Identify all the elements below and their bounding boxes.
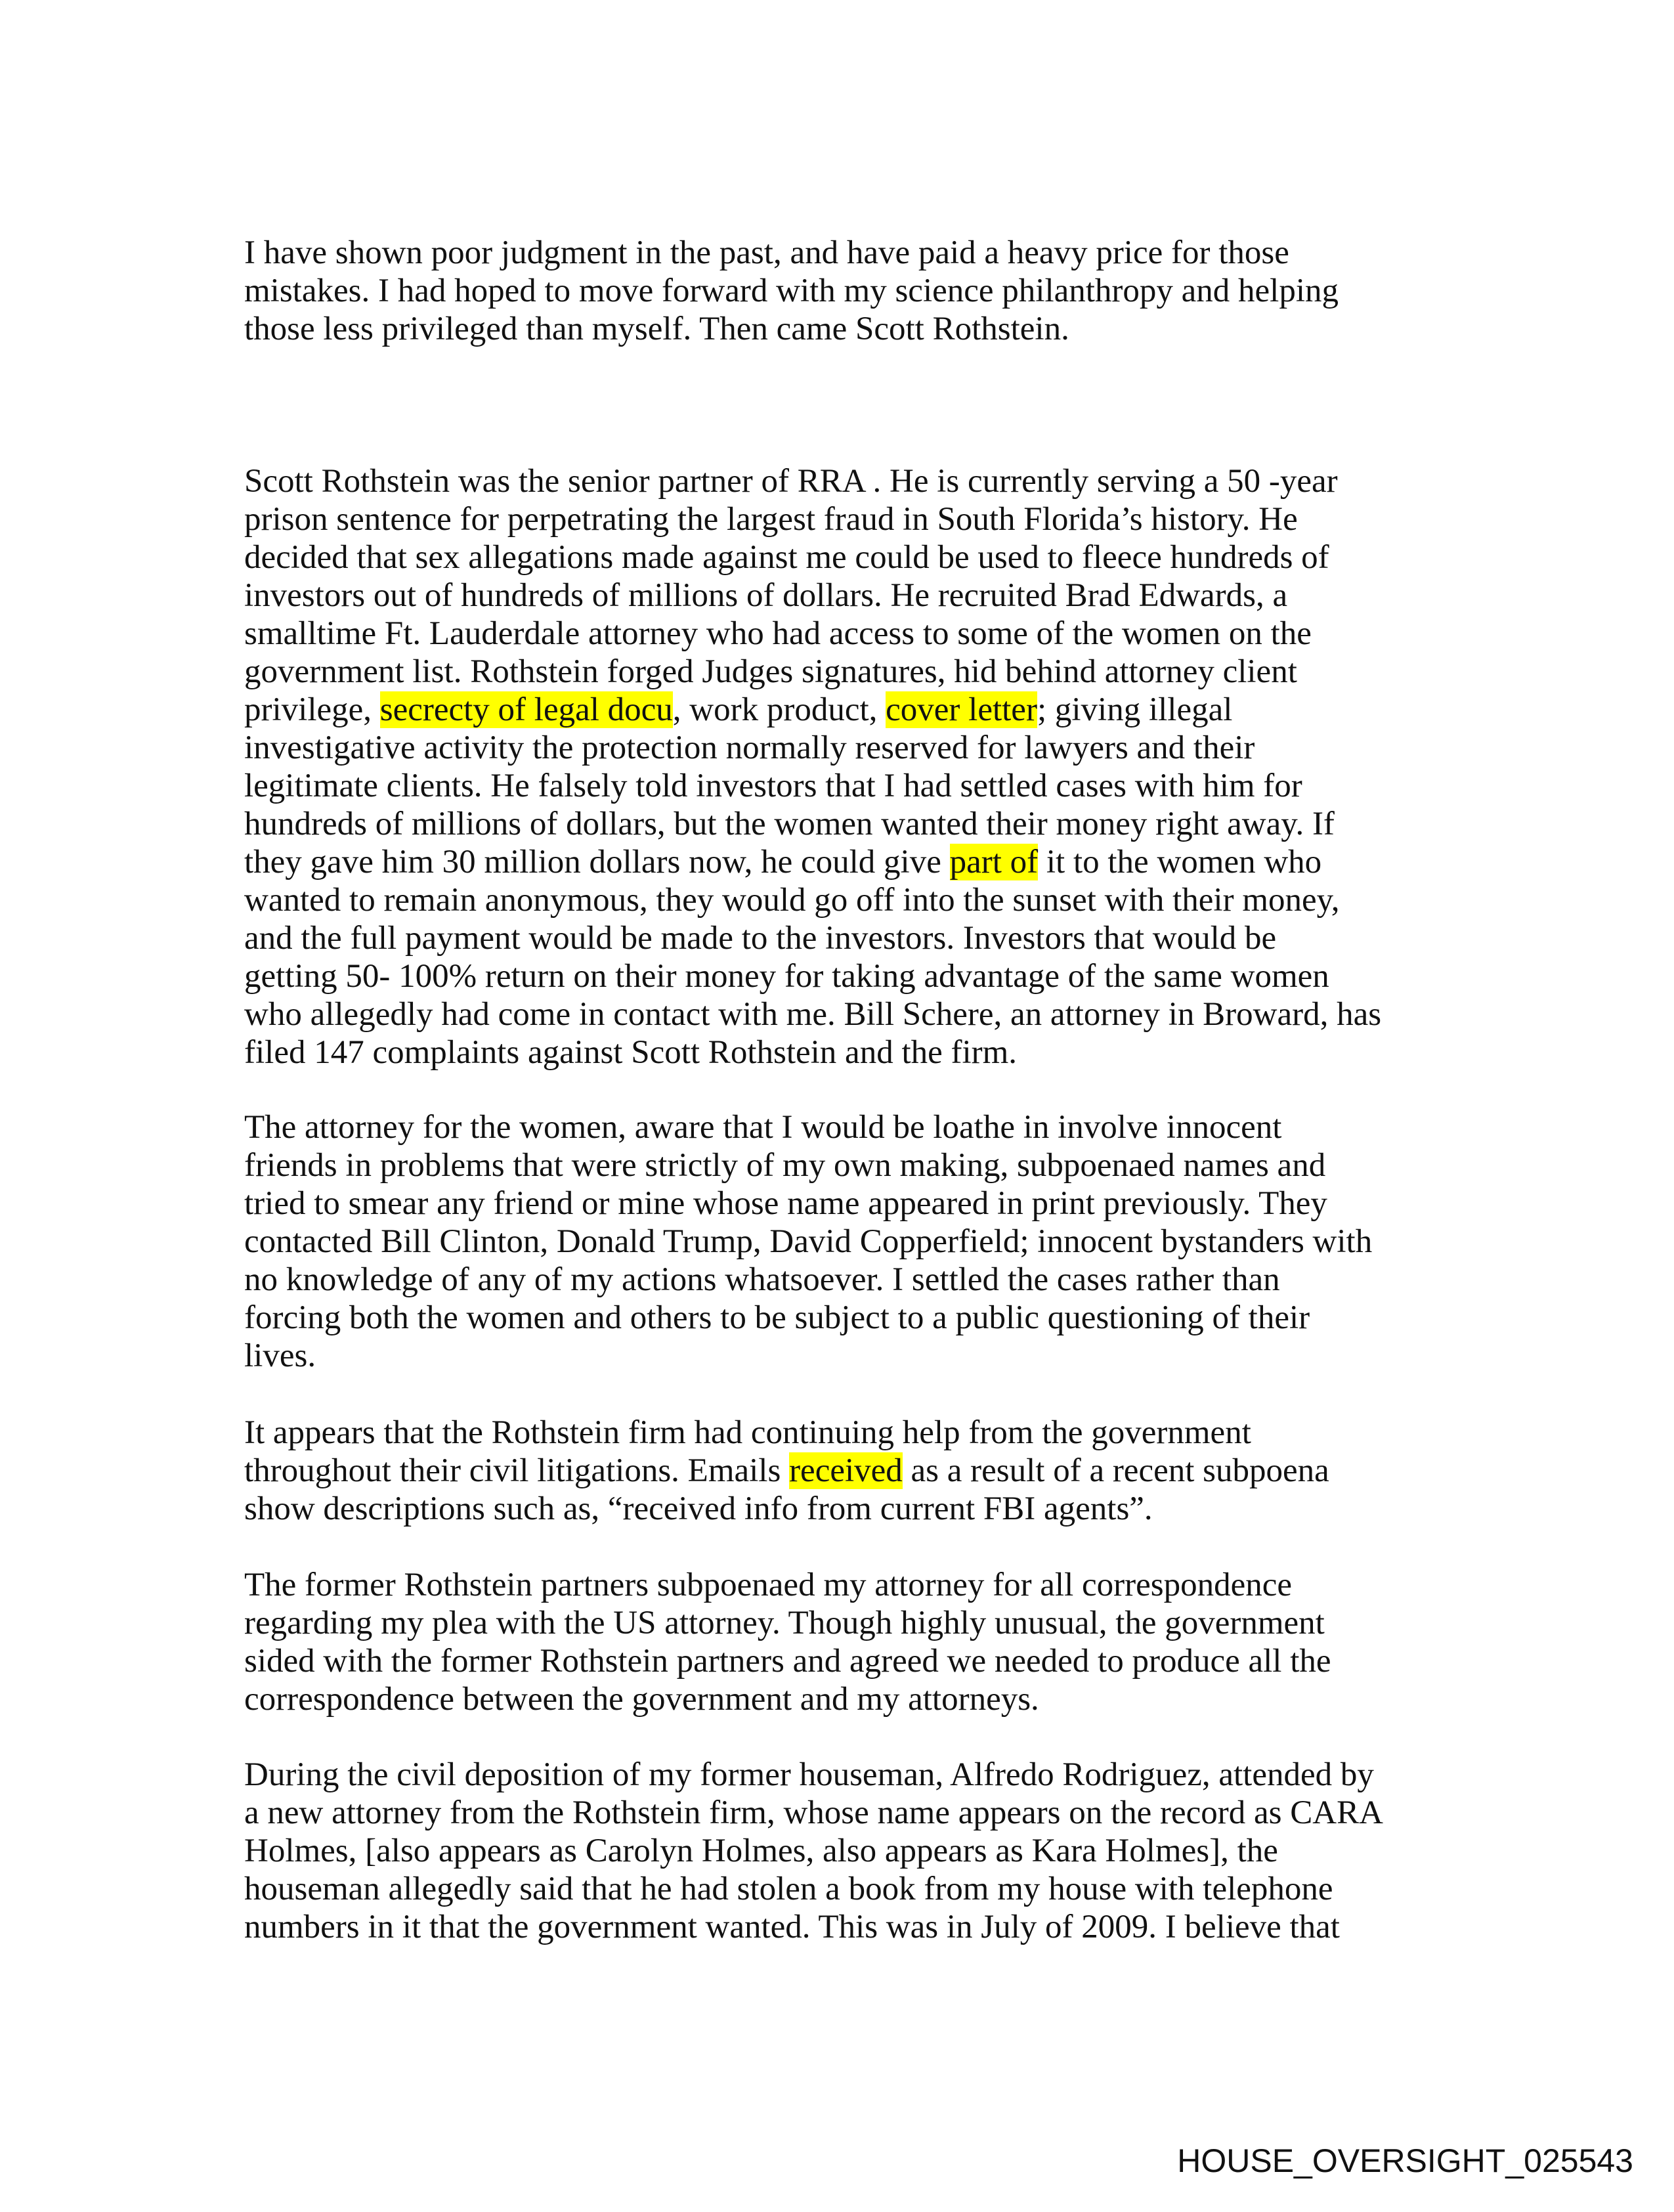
highlighted-text: received [789, 1452, 903, 1489]
text-line [244, 1794, 1383, 1832]
text-line [244, 1870, 1383, 1908]
text-line [244, 272, 1339, 310]
text-line [244, 805, 1381, 843]
paragraph-rothstein [244, 462, 1381, 1072]
highlighted-text: part of [949, 844, 1039, 880]
text-line [244, 919, 1381, 957]
text-segment: sided with the former Rothstein partners and agreed we needed to produce all the [244, 1643, 1331, 1680]
text-segment: hundreds of millions of dollars, but the women wanted their money right away. If [244, 806, 1335, 842]
text-line [244, 881, 1381, 919]
text-line [244, 1452, 1329, 1490]
text-segment: as a result of a recent subpoena [902, 1452, 1329, 1489]
text-segment: wanted to remain anonymous, they would go off into the sunset with their money, [244, 882, 1340, 919]
text-line [244, 310, 1339, 348]
text-line [244, 500, 1381, 538]
text-segment: throughout their civil litigations. Emails [244, 1452, 790, 1489]
text-segment: Scott Rothstein was the senior partner of RRA . He is currently serving a 50 -year [244, 463, 1338, 500]
text-line [244, 1299, 1372, 1337]
text-segment: show descriptions such as, “received info from current FBI agents”. [244, 1490, 1153, 1527]
text-segment: no knowledge of any of my actions whatsoever. I settled the cases rather than [244, 1261, 1280, 1298]
text-line [244, 843, 1381, 881]
highlighted-text: cover letter [886, 691, 1037, 728]
paragraph-subpoena [244, 1566, 1331, 1718]
text-segment: friends in problems that were strictly of my own making, subpoenaed names and [244, 1147, 1326, 1184]
text-segment: regarding my plea with the US attorney. Though highly unusual, the government [244, 1605, 1325, 1641]
text-segment: forcing both the women and others to be subject to a public questioning of their [244, 1299, 1310, 1336]
text-segment: filed 147 complaints against Scott Rothstein and the firm. [244, 1034, 1018, 1071]
text-line [244, 1414, 1329, 1452]
text-segment: correspondence between the government and my attorneys. [244, 1681, 1039, 1718]
text-line [244, 462, 1381, 500]
text-segment: numbers in it that the government wanted. This was in July of 2009. I believe that [244, 1909, 1340, 1945]
text-segment: mistakes. I had hoped to move forward with my science philanthropy and helping [244, 272, 1339, 309]
text-segment: and the full payment would be made to the investors. Investors that would be [244, 920, 1277, 957]
text-line [244, 576, 1381, 615]
text-line [244, 957, 1381, 995]
text-line [244, 1604, 1331, 1642]
text-segment: government list. Rothstein forged Judges signatures, hid behind attorney client [244, 653, 1297, 690]
text-segment: who allegedly had come in contact with me. Bill Schere, an attorney in Broward, has [244, 996, 1382, 1033]
text-segment: I have shown poor judgment in the past, and have paid a heavy price for those [244, 234, 1289, 271]
text-line [244, 1146, 1372, 1184]
text-line [244, 1223, 1372, 1261]
text-segment: tried to smear any friend or mine whose name appeared in print previously. They [244, 1185, 1327, 1222]
text-segment: a new attorney from the Rothstein firm, whose name appears on the record as CARA [244, 1794, 1383, 1831]
text-line [244, 1756, 1383, 1794]
text-line [244, 1033, 1381, 1072]
text-line [244, 1108, 1372, 1146]
text-segment: privilege, [244, 691, 380, 728]
text-segment: getting 50- 100% return on their money for taking advantage of the same women [244, 958, 1329, 995]
text-line [244, 729, 1381, 767]
text-line [244, 767, 1381, 805]
bates-number: HOUSE_OVERSIGHT_025543 [1177, 2142, 1633, 2179]
text-line [244, 653, 1381, 691]
paragraph-intro [244, 234, 1339, 348]
text-line [244, 1261, 1372, 1299]
text-segment: legitimate clients. He falsely told investors that I had settled cases with him for [244, 768, 1302, 804]
text-line [244, 691, 1381, 729]
highlighted-text: secrecty of legal docu [379, 691, 673, 728]
text-segment: During the civil deposition of my former houseman, Alfredo Rodriguez, attended by [244, 1756, 1374, 1793]
text-segment: contacted Bill Clinton, Donald Trump, David Copperfield; innocent bystanders with [244, 1223, 1373, 1260]
text-segment: lives. [244, 1337, 316, 1374]
text-line [244, 995, 1381, 1033]
text-segment: they gave him 30 million dollars now, he could give [244, 844, 950, 880]
text-segment: those less privileged than myself. Then came Scott Rothstein. [244, 311, 1069, 347]
text-line [244, 1642, 1331, 1680]
text-segment: The former Rothstein partners subpoenaed my attorney for all correspondence [244, 1567, 1293, 1603]
text-segment: investigative activity the protection normally reserved for lawyers and their [244, 729, 1255, 766]
text-line [244, 1908, 1383, 1946]
text-segment: investors out of hundreds of millions of dollars. He recruited Brad Edwards, a [244, 577, 1288, 614]
text-line [244, 1490, 1329, 1528]
text-line [244, 1832, 1383, 1870]
text-segment: ; giving illegal [1037, 691, 1233, 728]
paragraph-deposition [244, 1756, 1383, 1946]
text-line [244, 1184, 1372, 1223]
text-line [244, 234, 1339, 272]
paragraph-government-help [244, 1414, 1329, 1528]
text-segment: it to the women who [1038, 844, 1322, 880]
text-segment: decided that sex allegations made against me could be used to fleece hundreds of [244, 539, 1329, 576]
text-segment: smalltime Ft. Lauderdale attorney who had access to some of the women on the [244, 615, 1312, 652]
text-segment: prison sentence for perpetrating the largest fraud in South Florida’s history. He [244, 501, 1298, 538]
text-segment: houseman allegedly said that he had stolen a book from my house with telephone [244, 1871, 1333, 1907]
text-segment: , work product, [672, 691, 886, 728]
text-line [244, 1566, 1331, 1604]
text-segment: The attorney for the women, aware that I would be loathe in involve innocent [244, 1109, 1282, 1146]
text-line [244, 538, 1381, 576]
text-line [244, 1337, 1372, 1375]
text-segment: It appears that the Rothstein firm had continuing help from the government [244, 1414, 1251, 1451]
text-line [244, 615, 1381, 653]
text-segment: Holmes, [also appears as Carolyn Holmes, also appears as Kara Holmes], the [244, 1832, 1278, 1869]
text-line [244, 1680, 1331, 1718]
paragraph-attorney-for-women [244, 1108, 1372, 1375]
